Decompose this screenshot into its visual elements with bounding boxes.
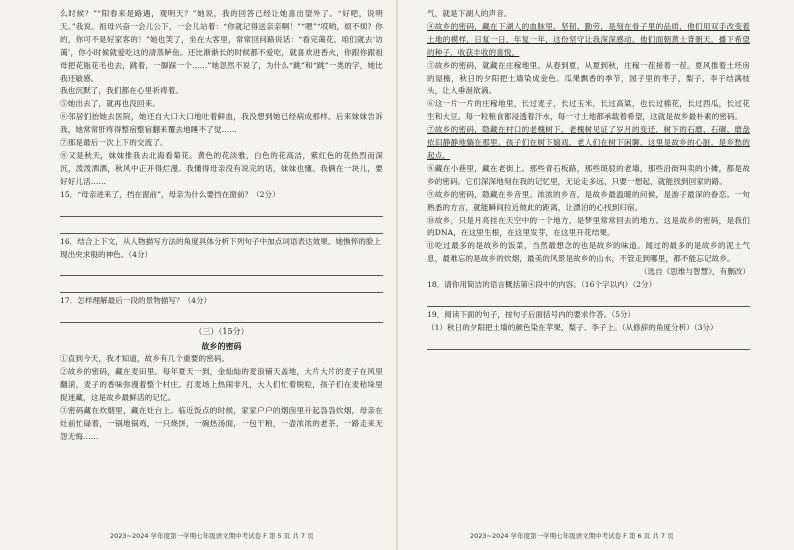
section-heading: （三）（15分） [194, 327, 249, 337]
right-para-4: ⑥这一片一片的庄稼地里，长过麦子，长过玉米，长过高粱，也长过棉花，长过西瓜，长过花生和大豆。每一粒粮食都浸透着汗水，每一寸土地都承载着希望，这就是故乡最朴素的密码。 [427, 99, 750, 122]
article-text-left [60, 353, 383, 443]
footer-left: 2023~2024 学年度第一学期七年级语文期中考试卷 F 第 5 页 共 7 页 [110, 532, 314, 540]
right-article-text [427, 8, 750, 266]
right-para-5: ⑦故乡的密码，隐藏在村口的老槐树下。老槐树见证了岁月的变迁，树下的石磨、石碾、磨盘依旧静静地躺在那里。孩子们在树下嬉戏，老人们在树下闲聊，这里是故乡的心脏，是乡愁的起点。 [427, 125, 750, 160]
left-para-4: ⑥邻居们抬她去医院，她还自大口大口地吐着鲜血，我没想到她已经病成那样。后来妹妹告诉我，她常常肝疼得整宿整宿翻来覆去地睡不了觉…… [60, 112, 383, 135]
question-16: 16．结合上下文，从人物描写方法的角度具体分析下列句子中加点词语表达效果。她憔悴的脸上现出央求般的神色。（4分） [60, 236, 382, 259]
answer-line-16a[interactable] [60, 261, 383, 276]
right-para-2: ④故乡的密码，藏在下湖人的血脉里。坚韧、勤劳，是刻在骨子里的品质，他们用双手改变着土地的模样，日复一日，年复一年，这份坚守让我深深感动。他们面朝黄土背朝天，播下希望的种子，收获丰收的喜悦。 [427, 21, 750, 57]
right-para-9: ⑪吃过最多的是故乡的饭菜，当然最想念的也是故乡的味道。闻过的最多的是故乡的泥土气息，最难忘的是故乡的炊烟，最美的风景是故乡的山水，不管走到哪里，都不能忘记故乡。 [427, 241, 750, 264]
answer-line-19a[interactable] [427, 335, 750, 350]
right-para-6: ⑧藏在小巷里，藏在老街上。那些青石板路，那些斑驳的老墙，那些沿街叫卖的小摊，都是故乡的密码。它们深深地刻在我的记忆里，无论走多远，只要一想起，就能找到回家的路。 [427, 163, 750, 186]
answer-line-18[interactable] [427, 292, 750, 307]
right-para-1: 气，就是下湖人的声音。 [427, 9, 512, 18]
right-para-7: ⑨故乡的密码，隐藏在乡音里。浓浓的乡音，是故乡最温暖的问候，是游子最深的眷恋。一句熟悉的方言，就能瞬间拉近彼此的距离，让漂泊的心找到归宿。 [427, 189, 750, 212]
answer-line-15b[interactable] [60, 219, 383, 234]
answer-line-15a[interactable] [60, 202, 383, 217]
footer-right: 2023~2024 学年度第一学期七年级语文期中考试卷 F 第 6 页 共 7 页 [470, 532, 674, 540]
question-18: 18．请你用简洁的语言概括第④段中的内容。（16个字以内）（2分） [427, 280, 657, 290]
article-para-3: ③密码藏在炊烟里，藏在灶台上。临近饭点的时候，家家户户的烟囱里升起袅袅炊烟，母亲在灶前忙碌着，一锅地锅鸡，一只烧饼，一碗热汤面，一包干粮，一壶浓浓的老茶，一路走来无怨无悔…… [60, 405, 383, 441]
question-15: 15．“母亲进来了，挡在窗前”，母亲为什么要挡在窗前？（2分） [60, 189, 280, 199]
question-19-1: （1）秋日的夕阳把土墙的颜色染在苹果、梨子、李子上。（从修辞的角度分析）（3分） [427, 322, 718, 332]
answer-line-16b[interactable] [60, 278, 383, 293]
right-para-3: ⑤故乡的密码，就藏在庄稼地里。从春到夏，从夏到秋，庄稼一茬接着一茬。夏风推着土坯房的屋檐，秋日的夕阳把土墙染成金色。瓜果飘香的季节，园子里的枣子、梨子、李子结满枝头，让人垂涎欲滴。 [427, 60, 750, 96]
left-para-6: ⑧又是秋天，妹妹推我去北海看菊花。黄色的花淡雅，白色的花高洁，紫红色的花热烈而深沉，泼泼洒洒，秋风中正开得烂漫。我懂得母亲没有说完的话，妹妹也懂。我俩在一块儿，要好好儿活…… [60, 150, 383, 186]
right-para-8: ⑩故乡，只是月亮挂在天空中的一个地方，是梦里常常回去的地方。这是故乡的密码，是我们的DNA，在这里生根，在这里发芽，在这里开花结果。 [427, 215, 750, 238]
article-para-2: ②故乡的密码，藏在麦田里。每年夏天一到，金灿灿的麦浪铺天盖地，大片大片的麦子在风里翻滚，麦子的香味弥漫着整个村庄。打麦场上热闹非凡，大人们忙着脱粒，孩子们在麦秸垛里捉迷藏，这是故乡最鲜活的记忆。 [60, 367, 383, 403]
left-story-text [60, 8, 383, 189]
question-17: 17．怎样理解最后一段的景物描写？（4分） [60, 296, 212, 306]
right-page [397, 0, 794, 550]
answer-line-17a[interactable] [60, 308, 383, 323]
left-para-3: ⑤她出去了，就再也没回来。 [60, 99, 161, 109]
article-para-1: ①直到今天，我才知道，故乡有几个重要的密码。 [60, 354, 230, 364]
left-para-2: 我也沉默了，我们都在心里祈祷着。 [60, 86, 184, 96]
left-para-1: 么时候？”“阳春来是路遇，观明天？”她说，我的回答已经让她喜出望外了。“好吧，说明天。”我说。祖母兴奋一会儿公下，一会儿站着：“你就记得送亲亲啊！”“嗯”“哎哟，烦不烦？你的，你可不是好家客的！”她也笑了，坐在大客里，常常回问路说话：“看完蔼花，咱们就去‘访蔼’，你小时候就爱吃这的清蒸鲈鱼。还比渐渐长的时候都不爱吃，就喜欢进香火，你跟你跟祖母把花瓶花毛也去，跳着，一脚踩一个……”她忽然不说了，为什么“跳”和“跳”一类的字，她比我还敏感。 [60, 9, 383, 83]
article-source: （选自《思维与智慧》，有删改） [639, 267, 750, 277]
question-19: 19．阅读下面的句子，按句子后面括号内的要求作答。（5分） [427, 309, 636, 319]
article-title: 故乡的密码 [201, 341, 242, 352]
left-para-5: ⑦那是最后一次上下的交流了。 [60, 138, 168, 148]
